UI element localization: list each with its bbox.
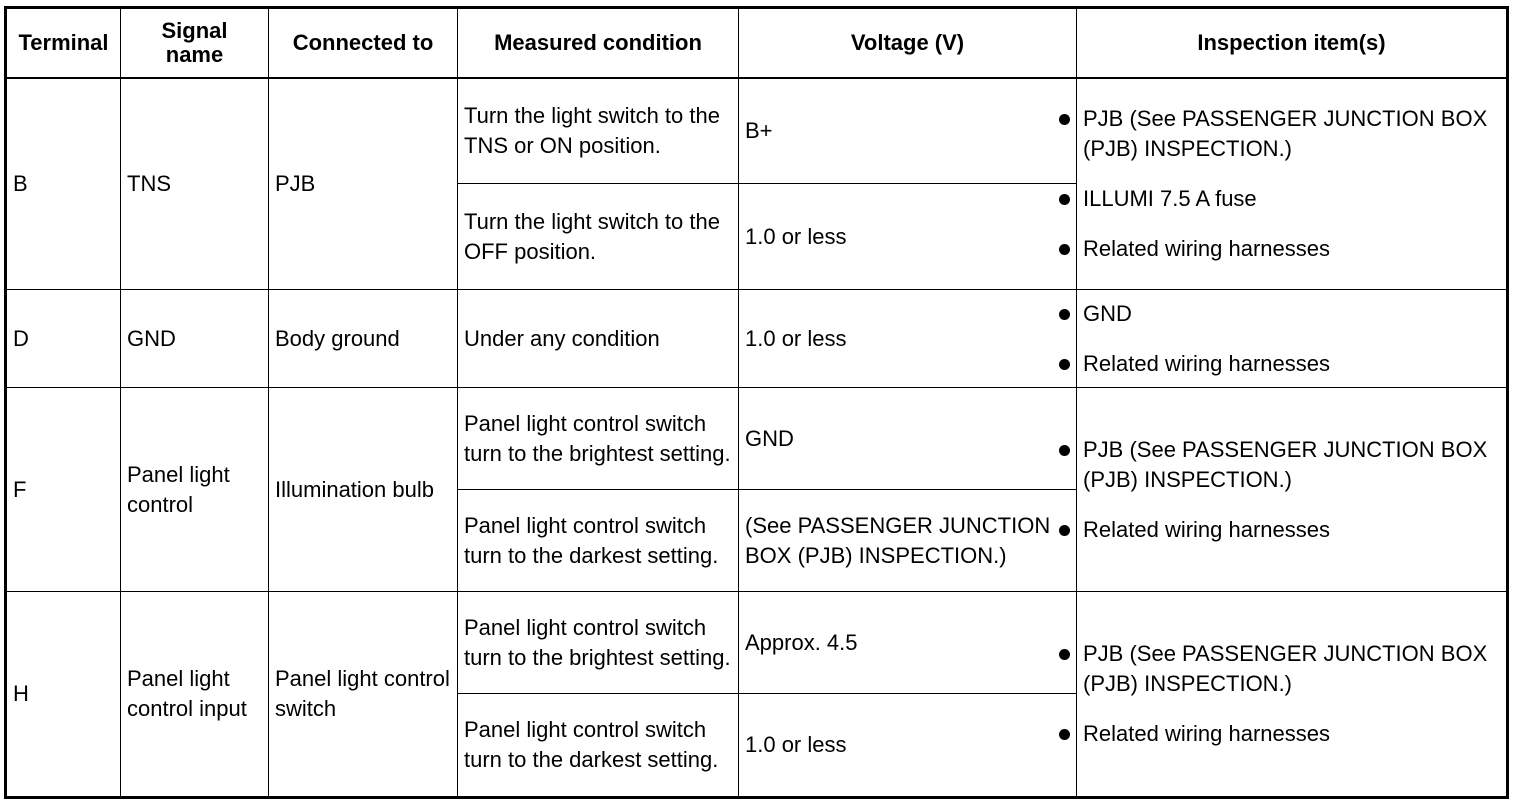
header-inspection: Inspection item(s) — [1077, 8, 1508, 78]
inspection-list — [1083, 299, 1500, 379]
inspection-item: PJB (See PASSENGER JUNCTION BOX (PJB) INSPECTION.) — [1083, 639, 1500, 699]
header-row — [6, 8, 1508, 78]
table-row — [6, 388, 1508, 490]
terminal-cell: D — [6, 290, 121, 388]
inspection-cell — [1077, 388, 1508, 592]
inspection-cell — [1077, 592, 1508, 798]
condition-cell: Turn the light switch to the OFF position. — [458, 184, 739, 290]
condition-cell: Turn the light switch to the TNS or ON position. — [458, 78, 739, 184]
condition-cell: Panel light control switch turn to the brightest setting. — [458, 592, 739, 694]
connected-cell: PJB — [269, 78, 458, 290]
voltage-cell: B+ — [739, 78, 1077, 184]
voltage-cell: 1.0 or less — [739, 694, 1077, 798]
condition-cell: Panel light control switch turn to the darkest setting. — [458, 694, 739, 798]
inspection-cell — [1077, 290, 1508, 388]
header-terminal: Terminal — [6, 8, 121, 78]
terminal-cell: H — [6, 592, 121, 798]
inspection-item: Related wiring harnesses — [1083, 515, 1500, 545]
header-measured-condition: Measured condition — [458, 8, 739, 78]
header-connected-to: Connected to — [269, 8, 458, 78]
voltage-cell: 1.0 or less — [739, 290, 1077, 388]
table-row — [6, 592, 1508, 694]
inspection-list — [1083, 104, 1500, 264]
condition-cell: Under any condition — [458, 290, 739, 388]
inspection-item: PJB (See PASSENGER JUNCTION BOX (PJB) INSPECTION.) — [1083, 435, 1500, 495]
connected-cell: Panel light control switch — [269, 592, 458, 798]
inspection-item: ILLUMI 7.5 A fuse — [1083, 184, 1500, 214]
connected-cell: Illumination bulb — [269, 388, 458, 592]
signal-cell: TNS — [121, 78, 269, 290]
terminal-spec-table — [4, 6, 1509, 799]
inspection-item: PJB (See PASSENGER JUNCTION BOX (PJB) INSPECTION.) — [1083, 104, 1500, 164]
signal-cell: Panel light control — [121, 388, 269, 592]
inspection-list — [1083, 435, 1500, 545]
inspection-item: Related wiring harnesses — [1083, 349, 1500, 379]
voltage-cell: GND — [739, 388, 1077, 490]
voltage-cell: 1.0 or less — [739, 184, 1077, 290]
inspection-list — [1083, 639, 1500, 749]
terminal-cell: B — [6, 78, 121, 290]
inspection-cell — [1077, 78, 1508, 290]
voltage-cell: (See PASSENGER JUNCTION BOX (PJB) INSPECTION.) — [739, 490, 1077, 592]
header-signal-name: Signal name — [121, 8, 269, 78]
condition-cell: Panel light control switch turn to the darkest setting. — [458, 490, 739, 592]
voltage-cell: Approx. 4.5 — [739, 592, 1077, 694]
signal-cell: GND — [121, 290, 269, 388]
connected-cell: Body ground — [269, 290, 458, 388]
signal-cell: Panel light control input — [121, 592, 269, 798]
condition-cell: Panel light control switch turn to the brightest setting. — [458, 388, 739, 490]
table-row — [6, 78, 1508, 184]
inspection-item: GND — [1083, 299, 1500, 329]
inspection-item: Related wiring harnesses — [1083, 234, 1500, 264]
header-voltage: Voltage (V) — [739, 8, 1077, 78]
inspection-item: Related wiring harnesses — [1083, 719, 1500, 749]
table-row — [6, 290, 1508, 388]
terminal-cell: F — [6, 388, 121, 592]
